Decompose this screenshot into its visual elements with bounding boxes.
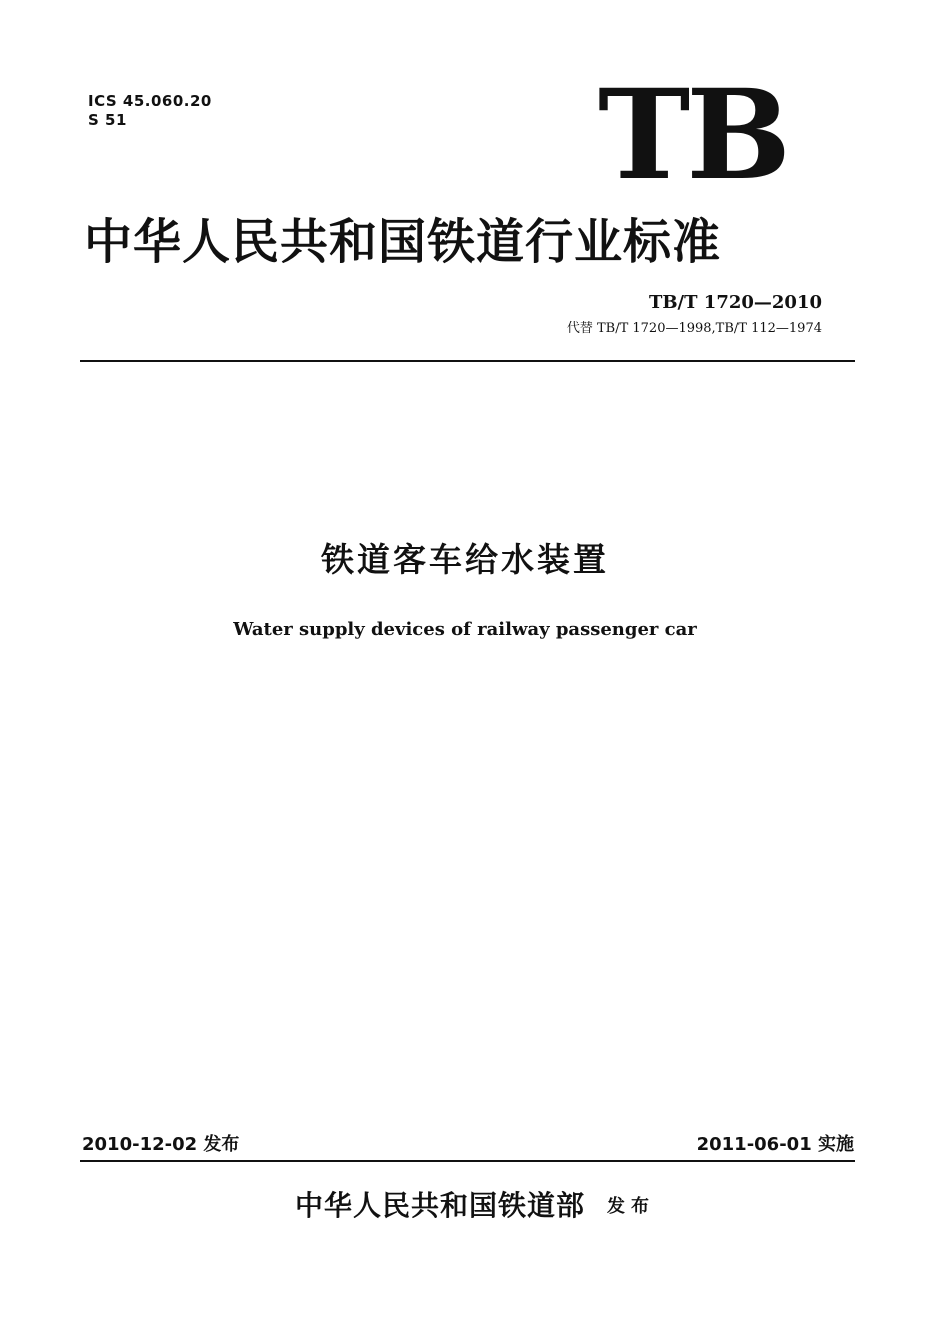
publisher-line	[0, 1186, 950, 1227]
replaces-note: 代替 TB/T 1720—1998,TB/T 112—1974	[566, 321, 822, 336]
publisher-suffix: 发布	[607, 1196, 655, 1217]
document-title-en: Water supply devices of railway passenger car	[233, 619, 697, 640]
ics-code: ICS 45.060.20	[88, 92, 212, 110]
standard-code: TB/T 1720—2010	[648, 292, 822, 313]
ics-block	[88, 92, 212, 130]
document-title-cn: 铁道客车给水装置	[321, 540, 609, 579]
issue-date: 2010-12-02 发布	[82, 1134, 240, 1155]
tb-logo: TB	[598, 63, 788, 208]
implementation-date: 2011-06-01 实施	[696, 1134, 854, 1155]
header-divider	[80, 360, 855, 362]
standard-title: 中华人民共和国铁道行业标准	[84, 214, 722, 270]
publisher-name: 中华人民共和国铁道部	[294, 1189, 585, 1222]
classification-code: S 51	[88, 111, 127, 129]
footer-divider	[80, 1160, 855, 1162]
